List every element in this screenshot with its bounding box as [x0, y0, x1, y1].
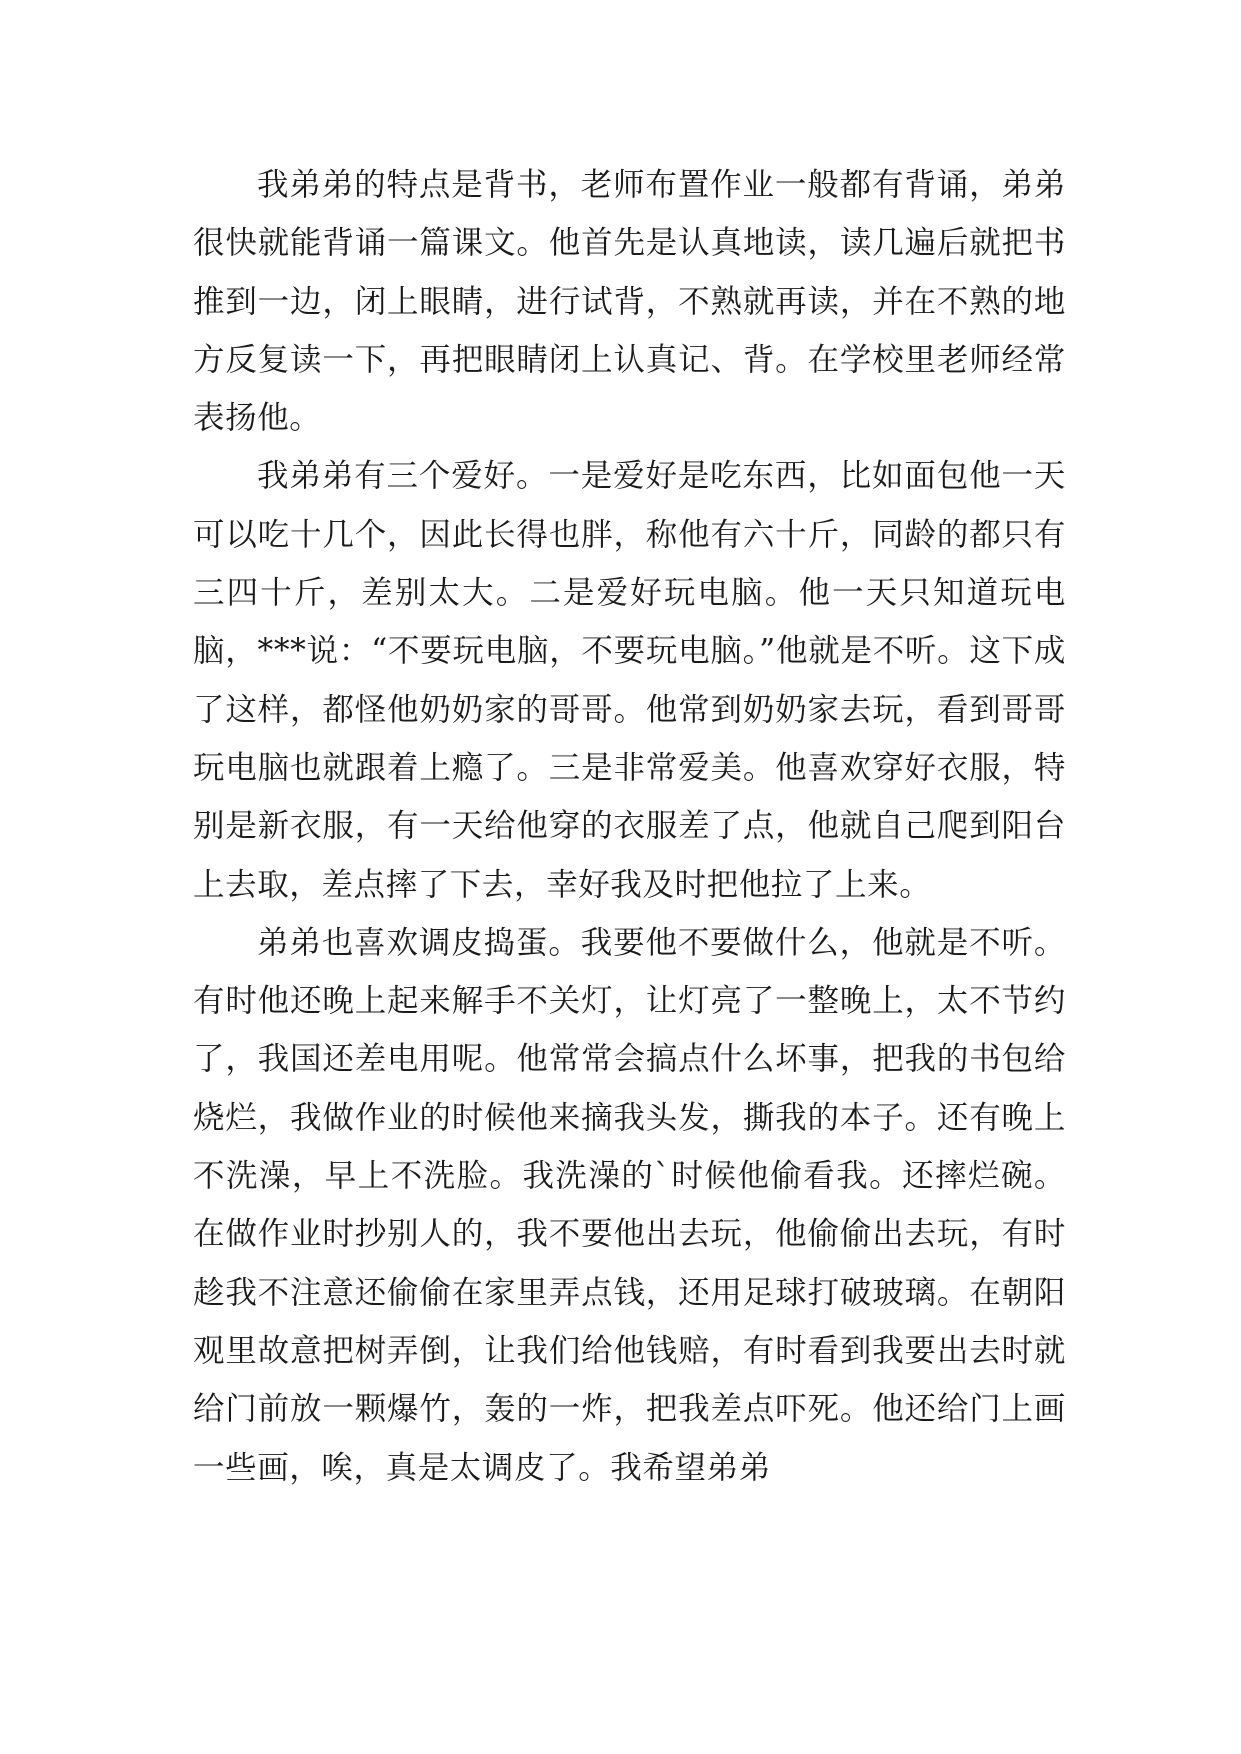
paragraph-study-habits: 我弟弟的特点是背书，老师布置作业一般都有背诵，弟弟很快就能背诵一篇课文。他首先是认真地读，读几遍后就把书推到一边，闭上眼睛，进行试背，不熟就再读，并在不熟的地方反复读一下，再把眼睛闭上认真记、背。在学校里老师经常表扬他。 [193, 167, 1066, 437]
paragraph-mischief: 弟弟也喜欢调皮捣蛋。我要他不要做什么，他就是不听。有时他还晚上起来解手不关灯，让灯亮了一整晚上，太不节约了，我国还差电用呢。他常常会搞点什么坏事，把我的书包给烧烂，我做作业的时候他来摘我头发，撕我的本子。还有晚上不洗澡，早上不洗脸。我洗澡的`时候他偷看我。还摔烂碗。在做作业时抄别人的，我不要他出去玩，他偷偷出去玩，有时趁我不注意还偷偷在家里弄点钱，还用足球打破玻璃。在朝阳观里故意把树弄倒，让我们给他钱赔，有时看到我要出去时就给门前放一颗爆竹，轰的一炸，把我差点吓死。他还给门上画一些画，唉，真是太调皮了。我希望弟弟 [193, 924, 1066, 1486]
paragraph-hobbies: 我弟弟有三个爱好。一是爱好是吃东西，比如面包他一天可以吃十几个，因此长得也胖，称他有六十斤，同龄的都只有三四十斤，差别太大。二是爱好玩电脑。他一天只知道玩电脑，***说：“不要玩电脑，不要玩电脑。”他就是不听。这下成了这样，都怪他奶奶家的哥哥。他常到奶奶家去玩，看到哥哥玩电脑也就跟着上瘾了。三是非常爱美。他喜欢穿好衣服，特别是新衣服，有一天给他穿的衣服差了点，他就自己爬到阳台上去取，差点摔了下去，幸好我及时把他拉了上来。 [193, 458, 1066, 903]
document-body [193, 156, 1066, 1497]
